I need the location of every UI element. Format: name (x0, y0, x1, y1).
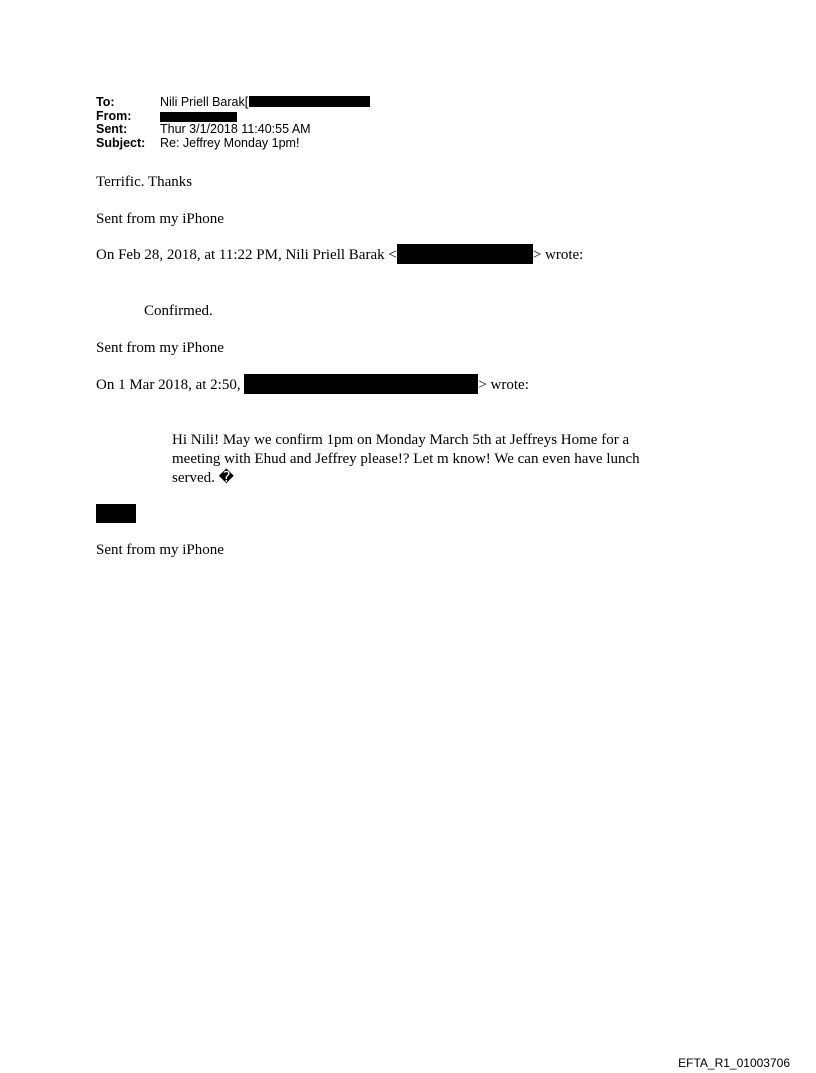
quote-intro (96, 247, 583, 264)
quote-intro-end: > wrote: (532, 247, 584, 263)
header-from-row (96, 110, 370, 124)
subject-label: Subject: (96, 135, 146, 150)
sent-value: Thur 3/1/2018 11:40:55 AM (160, 122, 311, 136)
header-subject-row (96, 137, 370, 151)
quote-intro-end: > wrote: (478, 377, 529, 393)
quote-intro-start: On Feb 28, 2018, at 11:22 PM, Nili Priell Barak < (96, 247, 397, 263)
quoted-text: Confirmed. (144, 303, 213, 319)
header-sent-row (96, 123, 370, 137)
redaction-box (160, 112, 237, 122)
redaction-box (397, 244, 533, 264)
quoted-message: Hi Nili! May we confirm 1pm on Monday March 5th at Jeffreys Home for a meeting with Ehud and Jeffrey please!? Let m know! We can even have lunch served. � (172, 432, 640, 486)
quote-intro-start: On 1 Mar 2018, at 2:50, (96, 377, 241, 393)
subject-value: Re: Jeffrey Monday 1pm! (160, 135, 300, 150)
to-label: To: (96, 95, 115, 109)
from-label: From: (96, 108, 132, 123)
signature: Sent from my iPhone (96, 340, 224, 356)
to-value: Nili Priell Barak[ (160, 95, 249, 109)
email-header (96, 96, 370, 150)
quote-intro (96, 377, 529, 394)
sent-label: Sent: (96, 122, 128, 136)
header-to-row (96, 96, 370, 110)
redaction-box (244, 374, 478, 394)
redaction-box (249, 96, 370, 107)
signature: Sent from my iPhone (96, 542, 224, 558)
redaction-box (96, 504, 136, 523)
reply-text: Terrific. Thanks (96, 174, 193, 190)
document-id: EFTA_R1_01003706 (678, 1056, 790, 1070)
signature: Sent from my iPhone (96, 211, 224, 227)
